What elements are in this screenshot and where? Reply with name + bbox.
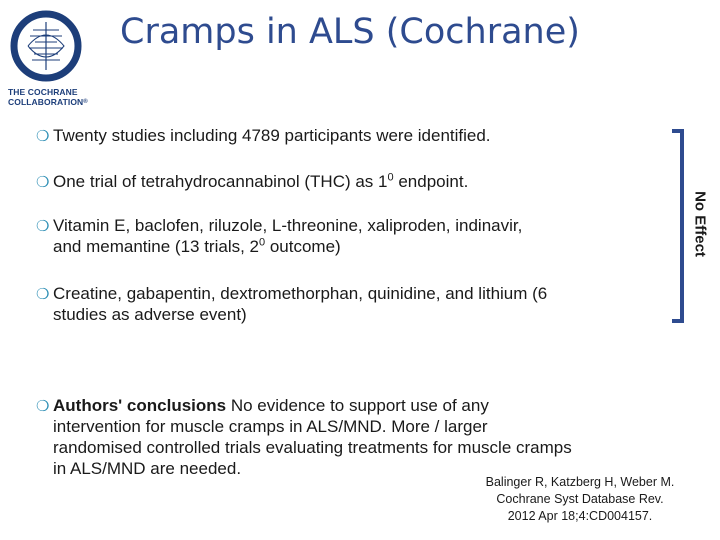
bullet-marker-icon: ❍	[36, 218, 50, 235]
bullet-marker-icon: ❍	[36, 398, 50, 415]
cochrane-logo-icon	[8, 4, 104, 88]
bullet-marker-icon: ❍	[36, 128, 50, 145]
bullet-marker-icon: ❍	[36, 174, 50, 191]
bullet-creatine-line-1: Creatine, gabapentin, dextromethorphan, quinidine, and lithium (6	[53, 284, 548, 303]
citation-line-3: 2012 Apr 18;4:CD004157.	[507, 509, 653, 523]
bullet-thc	[36, 171, 468, 192]
bullet-thc-text-end: endpoint.	[393, 172, 469, 191]
conclusions-line-2: intervention for muscle cramps in ALS/MND. More / larger	[53, 417, 488, 436]
bullet-vitamin-e	[36, 215, 522, 257]
bullet-conclusions	[36, 395, 572, 479]
logo-line-2: COLLABORATION	[8, 97, 84, 107]
conclusions-line-1: No evidence to support use of any	[226, 396, 489, 415]
conclusions-line-3: randomised controlled trials evaluating treatments for muscle cramps	[53, 438, 572, 457]
logo-registered-mark: ®	[83, 99, 88, 105]
bullet-studies	[36, 125, 491, 146]
superscript: 0	[259, 236, 266, 249]
bullet-vitamin-e-line-1: Vitamin E, baclofen, riluzole, L-threonine, xaliproden, indinavir,	[53, 216, 523, 235]
bullet-studies-text: Twenty studies including 4789 participants were identified.	[53, 126, 491, 145]
slide-title: Cramps in ALS (Cochrane)	[120, 12, 580, 52]
bullet-creatine-line-2: studies as adverse event)	[53, 305, 247, 324]
citation	[472, 474, 688, 525]
bullet-thc-text: One trial of tetrahydrocannabinol (THC) as 1	[53, 172, 388, 191]
superscript: 0	[387, 171, 394, 184]
conclusions-heading: Authors' conclusions	[53, 396, 227, 415]
no-effect-label	[680, 184, 720, 264]
bullet-marker-icon: ❍	[36, 286, 50, 303]
bullet-creatine	[36, 283, 547, 325]
bullet-vitamin-e-line-2: and memantine (13 trials, 2	[53, 237, 259, 256]
bullet-vitamin-e-line-2-end: outcome)	[265, 237, 341, 256]
no-effect-text: No Effect	[691, 191, 709, 257]
conclusions-line-4: in ALS/MND are needed.	[53, 459, 242, 478]
logo-line-1: THE COCHRANE	[8, 87, 78, 97]
citation-line-2: Cochrane Syst Database Rev.	[496, 492, 664, 506]
cochrane-logo	[8, 4, 104, 114]
citation-line-1: Balinger R, Katzberg H, Weber M.	[485, 475, 675, 489]
